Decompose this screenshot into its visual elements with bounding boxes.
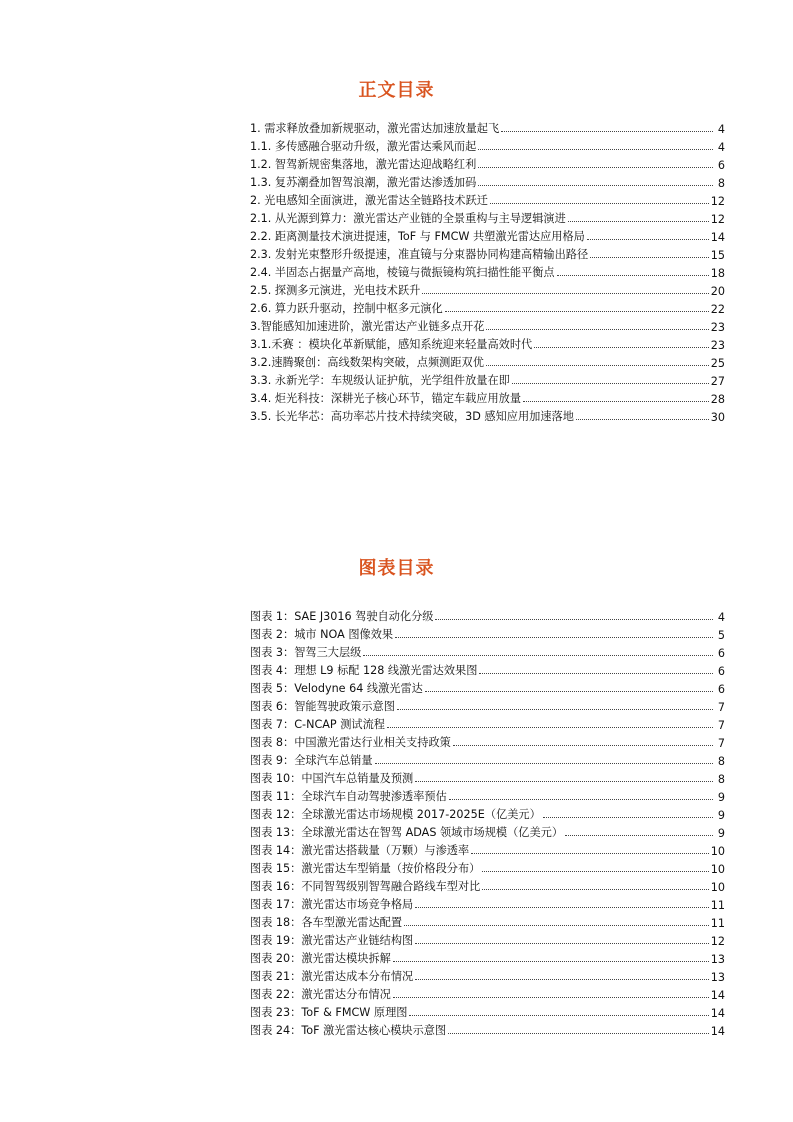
dot-leader: [479, 673, 713, 674]
toc-entry-title: 2.6. 算力跃升驱动，控制中枢多元演化: [250, 302, 443, 315]
toc-entry-title: 图表 6：智能驾驶政策示意图: [250, 700, 395, 713]
toc-entry-title: 2.5. 探测多元演进，光电技术跃升: [250, 284, 421, 297]
toc-entry[interactable]: [250, 406, 725, 424]
toc-page-number: 27: [710, 375, 725, 388]
dot-leader: [478, 149, 713, 150]
toc-entry[interactable]: [250, 208, 725, 226]
toc-entry-title: 图表 17：激光雷达市场竞争格局: [250, 898, 414, 911]
toc-entry[interactable]: [250, 750, 725, 768]
toc-entry[interactable]: [250, 280, 725, 298]
toc-entry-title: 3.5. 长光华芯：高功率芯片技术持续突破，3D 感知应用加速落地: [250, 410, 574, 423]
toc-entry-title: 图表 2：城市 NOA 图像效果: [250, 628, 394, 641]
toc-entry-title: 图表 3：智驾三大层级: [250, 646, 362, 659]
toc-entry-title: 图表 1：SAE J3016 驾驶自动化分级: [250, 610, 434, 623]
figure-toc-title: 图表目录: [358, 558, 435, 579]
toc-page-number: 13: [710, 971, 725, 984]
dot-leader: [415, 943, 709, 944]
toc-entry-title: 图表 23：ToF & FMCW 原理图: [250, 1006, 408, 1019]
toc-entry-title: 图表 7：C-NCAP 测试流程: [250, 718, 385, 731]
toc-entry[interactable]: [250, 966, 725, 984]
toc-entry[interactable]: [250, 642, 725, 660]
toc-page-number: 9: [717, 809, 725, 822]
dot-leader: [395, 637, 713, 638]
toc-entry-title: 图表 15：激光雷达车型销量（按价格段分布）: [250, 862, 481, 875]
dot-leader: [534, 347, 709, 348]
toc-page-number: 14: [710, 231, 725, 244]
dot-leader: [363, 655, 713, 656]
toc-entry[interactable]: [250, 370, 725, 388]
toc-page-number: 10: [710, 881, 725, 894]
dot-leader: [445, 311, 709, 312]
toc-page-number: 6: [717, 647, 725, 660]
dot-leader: [486, 365, 709, 366]
toc-entry-title: 2.3. 发射光束整形升级提速，准直镜与分束器协同构建高精输出路径: [250, 248, 589, 261]
toc-entry[interactable]: [250, 334, 725, 352]
dot-leader: [501, 131, 713, 132]
toc-entry-title: 图表 16：不同智驾级别智驾融合路线车型对比: [250, 880, 481, 893]
dot-leader: [393, 997, 709, 998]
toc-entry-title: 图表 12：全球激光雷达市场规模 2017-2025E（亿美元）: [250, 808, 541, 821]
toc-entry[interactable]: [250, 244, 725, 262]
toc-entry-title: 图表 19：激光雷达产业链结构图: [250, 934, 414, 947]
toc-page-number: 7: [717, 737, 725, 750]
dot-leader: [387, 727, 713, 728]
toc-page-number: 12: [710, 935, 725, 948]
dot-leader: [404, 925, 709, 926]
toc-entry-title: 图表 13：全球激光雷达在智驾 ADAS 领域市场规模（亿美元）: [250, 826, 564, 839]
toc-page-number: 15: [710, 249, 725, 262]
toc-page-number: 6: [717, 683, 725, 696]
toc-page-number: 18: [710, 267, 725, 280]
dot-leader: [557, 275, 709, 276]
toc-entry-title: 2. 光电感知全面演进，激光雷达全链路技术跃迁: [250, 194, 488, 207]
toc-entry-title: 图表 5：Velodyne 64 线激光雷达: [250, 682, 423, 695]
toc-page-number: 8: [717, 773, 725, 786]
dot-leader: [393, 961, 709, 962]
toc-page-number: 12: [710, 213, 725, 226]
toc-entry-title: 3.4. 炬光科技：深耕光子核心环节，锚定车载应用放量: [250, 392, 522, 405]
toc-page-number: 5: [717, 629, 725, 642]
toc-entry-title: 图表 24：ToF 激光雷达核心模块示意图: [250, 1024, 447, 1037]
dot-leader: [415, 979, 709, 980]
dot-leader: [425, 691, 713, 692]
toc-entry[interactable]: [250, 858, 725, 876]
toc-page-number: 12: [710, 195, 725, 208]
toc-entry-title: 图表 21：激光雷达成本分布情况: [250, 970, 414, 983]
dot-leader: [490, 203, 709, 204]
toc-entry[interactable]: [250, 388, 725, 406]
dot-leader: [486, 329, 708, 330]
toc-entry[interactable]: [250, 1002, 725, 1020]
toc-entry[interactable]: [250, 154, 725, 172]
dot-leader: [576, 419, 709, 420]
dot-leader: [482, 889, 708, 890]
toc-page-number: 6: [717, 665, 725, 678]
toc-entry[interactable]: [250, 172, 725, 190]
dot-leader: [448, 1033, 709, 1034]
toc-page-number: 14: [710, 1025, 725, 1038]
toc-page-number: 4: [717, 611, 725, 624]
dot-leader: [375, 763, 713, 764]
dot-leader: [478, 185, 713, 186]
toc-page-number: 9: [717, 791, 725, 804]
toc-entry-title: 图表 14：激光雷达搭载量（万颗）与渗透率: [250, 844, 470, 857]
dot-leader: [415, 781, 713, 782]
main-toc-title: 正文目录: [358, 80, 435, 101]
toc-page-number: 23: [710, 339, 725, 352]
toc-entry[interactable]: [250, 804, 725, 822]
toc-page-number: 4: [717, 123, 725, 136]
toc-entry-title: 图表 9：全球汽车总销量: [250, 754, 373, 767]
toc-entry[interactable]: [250, 316, 725, 334]
toc-entry[interactable]: [250, 714, 725, 732]
toc-page-number: 6: [717, 159, 725, 172]
toc-entry[interactable]: [250, 136, 725, 154]
toc-page-number: 14: [710, 1007, 725, 1020]
dot-leader: [449, 799, 713, 800]
toc-entry-title: 3.3. 永新光学：车规级认证护航，光学组件放量在即: [250, 374, 510, 387]
toc-page-number: 9: [717, 827, 725, 840]
main-toc-list: [250, 118, 725, 424]
toc-entry[interactable]: [250, 262, 725, 280]
toc-page-number: 7: [717, 701, 725, 714]
toc-entry[interactable]: [250, 840, 725, 858]
toc-entry[interactable]: [250, 948, 725, 966]
toc-page-number: 22: [710, 303, 725, 316]
toc-entry[interactable]: [250, 894, 725, 912]
dot-leader: [453, 745, 713, 746]
toc-entry-title: 2.2. 距离测量技术演进提速，ToF 与 FMCW 共塑激光雷达应用格局: [250, 230, 585, 243]
toc-entry[interactable]: [250, 606, 725, 624]
dot-leader: [543, 817, 713, 818]
toc-entry[interactable]: [250, 732, 725, 750]
dot-leader: [422, 293, 708, 294]
toc-entry-title: 图表 8：中国激光雷达行业相关支持政策: [250, 736, 451, 749]
toc-entry[interactable]: [250, 118, 725, 136]
toc-entry[interactable]: [250, 298, 725, 316]
toc-entry[interactable]: [250, 876, 725, 894]
toc-page-number: 10: [710, 845, 725, 858]
toc-page-number: 11: [710, 917, 725, 930]
dot-leader: [409, 1015, 708, 1016]
figure-toc-list: [250, 606, 725, 1038]
dot-leader: [471, 853, 709, 854]
toc-entry-title: 图表 11：全球汽车自动驾驶渗透率预估: [250, 790, 447, 803]
toc-entry[interactable]: [250, 624, 725, 642]
toc-entry-title: 图表 18：各车型激光雷达配置: [250, 916, 403, 929]
dot-leader: [482, 871, 708, 872]
toc-entry[interactable]: [250, 352, 725, 370]
dot-leader: [568, 221, 709, 222]
toc-entry-title: 1.2. 智驾新规密集落地，激光雷达迎战略红利: [250, 158, 477, 171]
dot-leader: [587, 239, 709, 240]
toc-entry[interactable]: [250, 696, 725, 714]
toc-entry-title: 图表 22：激光雷达分布情况: [250, 988, 391, 1001]
toc-page-number: 25: [710, 357, 725, 370]
toc-entry-title: 图表 20：激光雷达模块拆解: [250, 952, 391, 965]
toc-page-number: 8: [717, 177, 725, 190]
toc-entry-title: 1.3. 复苏潮叠加智驾浪潮，激光雷达渗透加码: [250, 176, 477, 189]
toc-entry-title: 2.1. 从光源到算力：激光雷达产业链的全景重构与主导逻辑演进: [250, 212, 566, 225]
toc-page-number: 20: [710, 285, 725, 298]
toc-entry-title: 图表 4：理想 L9 标配 128 线激光雷达效果图: [250, 664, 478, 677]
toc-entry-title: 3.2.速腾聚创：高线数架构突破，点频测距双优: [250, 356, 484, 369]
toc-entry[interactable]: [250, 226, 725, 244]
toc-page-number: 30: [710, 411, 725, 424]
toc-page-number: 11: [710, 899, 725, 912]
dot-leader: [512, 383, 709, 384]
toc-entry-title: 2.4. 半固态占据量产高地，棱镜与微振镜构筑扫描性能平衡点: [250, 266, 555, 279]
toc-page-number: 13: [710, 953, 725, 966]
toc-entry[interactable]: [250, 930, 725, 948]
toc-page-number: 10: [710, 863, 725, 876]
dot-leader: [523, 401, 709, 402]
toc-entry[interactable]: [250, 912, 725, 930]
toc-entry[interactable]: [250, 786, 725, 804]
toc-entry-title: 3.1.禾赛 ：模块化革新赋能，感知系统迎来轻量高效时代: [250, 338, 533, 351]
dot-leader: [478, 167, 713, 168]
toc-page-number: 7: [717, 719, 725, 732]
dot-leader: [565, 835, 713, 836]
dot-leader: [415, 907, 709, 908]
toc-page-number: 4: [717, 141, 725, 154]
toc-entry[interactable]: [250, 660, 725, 678]
toc-entry-title: 3.智能感知加速进阶，激光雷达产业链多点开花: [250, 320, 485, 333]
toc-page-number: 14: [710, 989, 725, 1002]
dot-leader: [435, 619, 713, 620]
toc-entry-title: 1.1. 多传感融合驱动升级，激光雷达乘风而起: [250, 140, 477, 153]
toc-page-number: 8: [717, 755, 725, 768]
dot-leader: [590, 257, 709, 258]
toc-entry-title: 图表 10：中国汽车总销量及预测: [250, 772, 414, 785]
toc-entry[interactable]: [250, 984, 725, 1002]
toc-page-number: 23: [710, 321, 725, 334]
toc-entry[interactable]: [250, 1020, 725, 1038]
toc-page-number: 28: [710, 393, 725, 406]
dot-leader: [397, 709, 713, 710]
toc-entry[interactable]: [250, 822, 725, 840]
toc-entry-title: 1. 需求释放叠加新规驱动，激光雷达加速放量起飞: [250, 122, 500, 135]
toc-entry[interactable]: [250, 678, 725, 696]
toc-entry[interactable]: [250, 768, 725, 786]
toc-entry[interactable]: [250, 190, 725, 208]
